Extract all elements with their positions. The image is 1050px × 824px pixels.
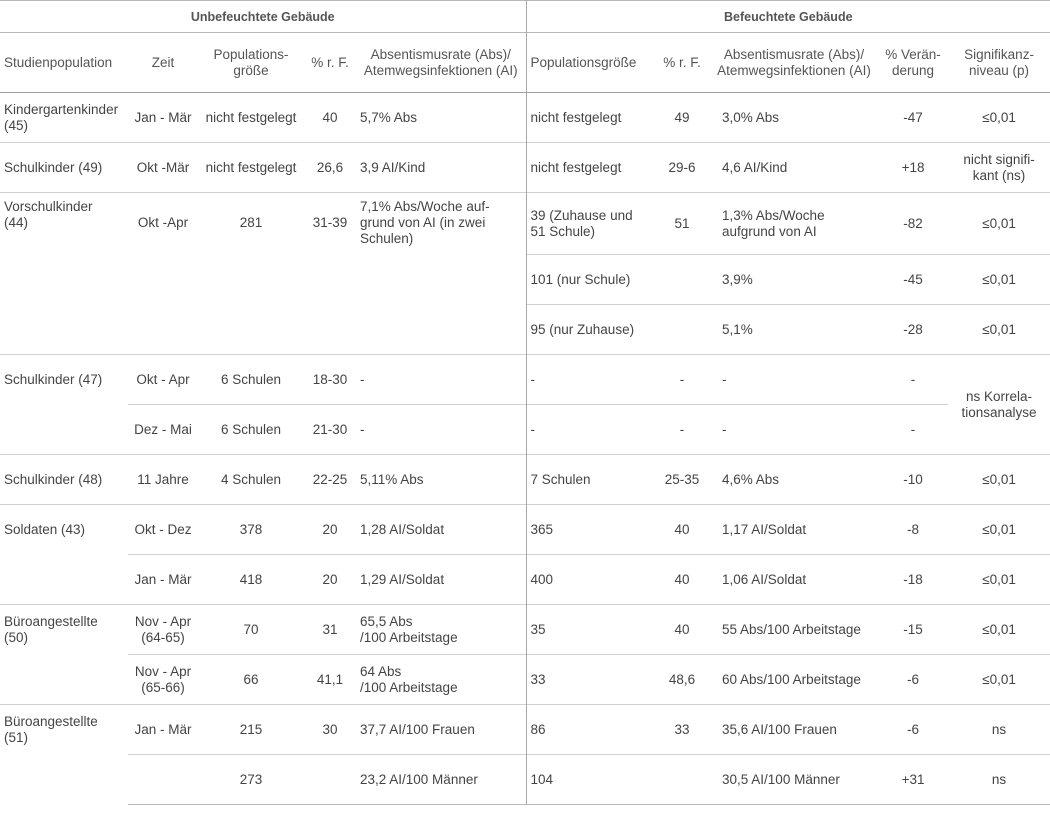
significance-cell: ns [948,705,1050,755]
rate-cell: 5,1% [710,305,878,355]
change-cell: -47 [903,109,923,125]
change-cell: -8 [878,505,948,555]
size-cell: 4 Schulen [198,455,304,505]
time-cell [128,755,198,805]
time-cell: Okt -Apr [128,193,198,355]
rate-cell: 5,7% Abs [356,93,526,143]
change-cell: -18 [878,555,948,605]
rh-cell: - [654,405,710,455]
rate-cell: 1,06 AI/Soldat [710,555,878,605]
rh-cell [654,305,710,355]
rh-cell: 40 [654,605,710,655]
col-header-rh-2: % r. F. [654,33,710,93]
rh-cell: 30 [304,705,356,755]
size-cell: 281 [198,193,304,355]
significance-cell: ≤0,01 [948,505,1050,555]
table-row [0,655,1050,705]
size-cell: 39 (Zuhause und 51 Schule) [526,193,654,255]
significance-cell: ≤0,01 [948,605,1050,655]
rh-cell: 40 [322,109,338,125]
population-cell: Büroangestellte (50) [0,605,128,705]
change-cell: -10 [878,455,948,505]
col-header-rate-2: Absentismusrate (Abs)/ Atemwegsinfektionen (AI) [710,33,878,93]
change-cell: +18 [878,143,948,193]
rate-cell: 7,1% Abs/Woche auf- grund von AI (in zwei Schulen) [356,193,526,355]
rate-cell: 1,29 AI/Soldat [356,555,526,605]
rate-cell: 3,9% [710,255,878,305]
size-cell: 104 [526,755,654,805]
col-header-significance: Signifikanz- niveau (p) [948,33,1050,93]
population-cell: Soldaten (43) [0,505,128,605]
size-cell: 35 [526,605,654,655]
rate-cell: 3,0% Abs [722,109,780,125]
col-header-change: % Verän- derung [878,33,948,93]
rate-cell: 4,6 AI/Kind [710,143,878,193]
rh-cell: 40 [654,505,710,555]
table-row [0,555,1050,605]
rate-cell: - [356,355,526,405]
col-header-size-1: Populations- größe [198,33,304,93]
time-cell: Okt -Mär [128,143,198,193]
rh-cell [654,755,710,805]
significance-cell: ≤0,01 [982,109,1016,125]
rate-cell: 1,28 AI/Soldat [356,505,526,555]
rh-cell: 29-6 [654,143,710,193]
rate-cell: 5,11% Abs [356,455,526,505]
col-header-population: Studienpopulation [0,33,128,93]
population-cell: Schulkinder (47) [0,355,128,455]
time-cell: Jan - Mär [128,555,198,605]
col-header-size-2: Populationsgröße [526,33,654,93]
size-cell: 86 [526,705,654,755]
significance-cell: ns Korrela- tionsanalyse [948,355,1050,455]
size-cell: 7 Schulen [526,455,654,505]
size-cell: 400 [526,555,654,605]
change-cell: - [878,405,948,455]
rh-cell: 26,6 [304,143,356,193]
population-cell: Schulkinder (48) [0,455,128,505]
size-cell: 101 (nur Schule) [526,255,654,305]
rh-cell: 31-39 [304,193,356,355]
rh-cell [654,255,710,305]
table-row [0,355,1050,405]
col-header-rate-1: Absentismusrate (Abs)/ Atemwegsinfektionen (AI) [356,33,526,93]
time-cell: Nov - Apr (64-65) [128,605,198,655]
size-cell: nicht festgelegt [198,143,304,193]
rate-cell: - [356,405,526,455]
significance-cell: ≤0,01 [948,555,1050,605]
change-cell: - [878,355,948,405]
size-cell: 6 Schulen [198,355,304,405]
significance-cell: ≤0,01 [948,255,1050,305]
time-cell: Jan - Mär [134,109,192,125]
change-cell: -45 [878,255,948,305]
size-cell: 33 [526,655,654,705]
rh-cell: - [654,355,710,405]
col-header-time: Zeit [128,33,198,93]
population-cell: Vorschulkinder (44) [0,193,128,355]
change-cell: -15 [878,605,948,655]
col-header-rh-1: % r. F. [304,33,356,93]
rate-cell: 30,5 AI/100 Männer [710,755,878,805]
significance-cell: ≤0,01 [948,305,1050,355]
time-cell: Jan - Mär [128,705,198,755]
time-cell: 11 Jahre [128,455,198,505]
table-row [0,705,1050,755]
size-cell: nicht festgelegt [526,143,654,193]
rh-cell: 33 [654,705,710,755]
table-row [0,93,1050,143]
rate-cell: - [710,405,878,455]
group-header-humidified: Befeuchtete Gebäude [526,1,1050,33]
rh-cell: 51 [654,193,710,255]
table-row [0,455,1050,505]
rh-cell: 21-30 [304,405,356,455]
rh-cell: 20 [304,555,356,605]
size-cell: 66 [198,655,304,705]
change-cell: -6 [878,655,948,705]
table-row [0,405,1050,455]
rh-cell: 48,6 [654,655,710,705]
time-cell: Nov - Apr (65-66) [128,655,198,705]
rh-cell: 41,1 [304,655,356,705]
rh-cell [304,755,356,805]
size-cell: 215 [198,705,304,755]
table-row [0,143,1050,193]
rh-cell: 22-25 [304,455,356,505]
rate-cell: 23,2 AI/100 Männer [356,755,526,805]
time-cell: Okt - Dez [128,505,198,555]
size-cell: 365 [526,505,654,555]
rh-cell: 20 [304,505,356,555]
significance-cell: ns [948,755,1050,805]
change-cell: -82 [878,193,948,255]
size-cell: 70 [198,605,304,655]
population-cell: Büroangestellte (51) [0,705,128,805]
size-cell: 6 Schulen [198,405,304,455]
rate-cell: 60 Abs/100 Arbeitstage [710,655,878,705]
significance-cell: ≤0,01 [948,193,1050,255]
significance-cell: ≤0,01 [948,455,1050,505]
rate-cell: 55 Abs/100 Arbeitstage [710,605,878,655]
size-cell: nicht festgelegt [530,109,622,125]
size-cell: - [526,355,654,405]
rate-cell: 3,9 AI/Kind [356,143,526,193]
significance-cell: nicht signifi- kant (ns) [948,143,1050,193]
column-header-row [0,33,1050,93]
rh-cell: 31 [304,605,356,655]
table-row [0,193,1050,255]
table-row [0,755,1050,805]
rate-cell: 1,3% Abs/Woche aufgrund von AI [710,193,878,255]
size-cell: 378 [198,505,304,555]
size-cell: 273 [198,755,304,805]
change-cell: +31 [878,755,948,805]
rate-cell: 37,7 AI/100 Frauen [356,705,526,755]
change-cell: -6 [878,705,948,755]
size-cell: 95 (nur Zuhause) [526,305,654,355]
population-cell: Schulkinder (49) [0,143,128,193]
population-cell: Kindergartenkinder (45) [4,101,119,133]
table-row [0,605,1050,655]
rate-cell: 64 Abs /100 Arbeitstage [356,655,526,705]
size-cell: nicht festgelegt [205,109,297,125]
rate-cell: 35,6 AI/100 Frauen [710,705,878,755]
time-cell: Okt - Apr [128,355,198,405]
group-header-unhumidified: Unbefeuchtete Gebäude [0,1,526,33]
time-cell: Dez - Mai [128,405,198,455]
rate-cell: - [710,355,878,405]
rh-cell: 49 [674,109,690,125]
rh-cell: 40 [654,555,710,605]
rh-cell: 18-30 [304,355,356,405]
change-cell: -28 [878,305,948,355]
significance-cell: ≤0,01 [948,655,1050,705]
rate-cell: 1,17 AI/Soldat [710,505,878,555]
rh-cell: 25-35 [654,455,710,505]
group-header-row [0,1,1050,33]
size-cell: - [526,405,654,455]
rate-cell: 65,5 Abs /100 Arbeitstage [356,605,526,655]
table-row [0,505,1050,555]
size-cell: 418 [198,555,304,605]
rate-cell: 4,6% Abs [710,455,878,505]
